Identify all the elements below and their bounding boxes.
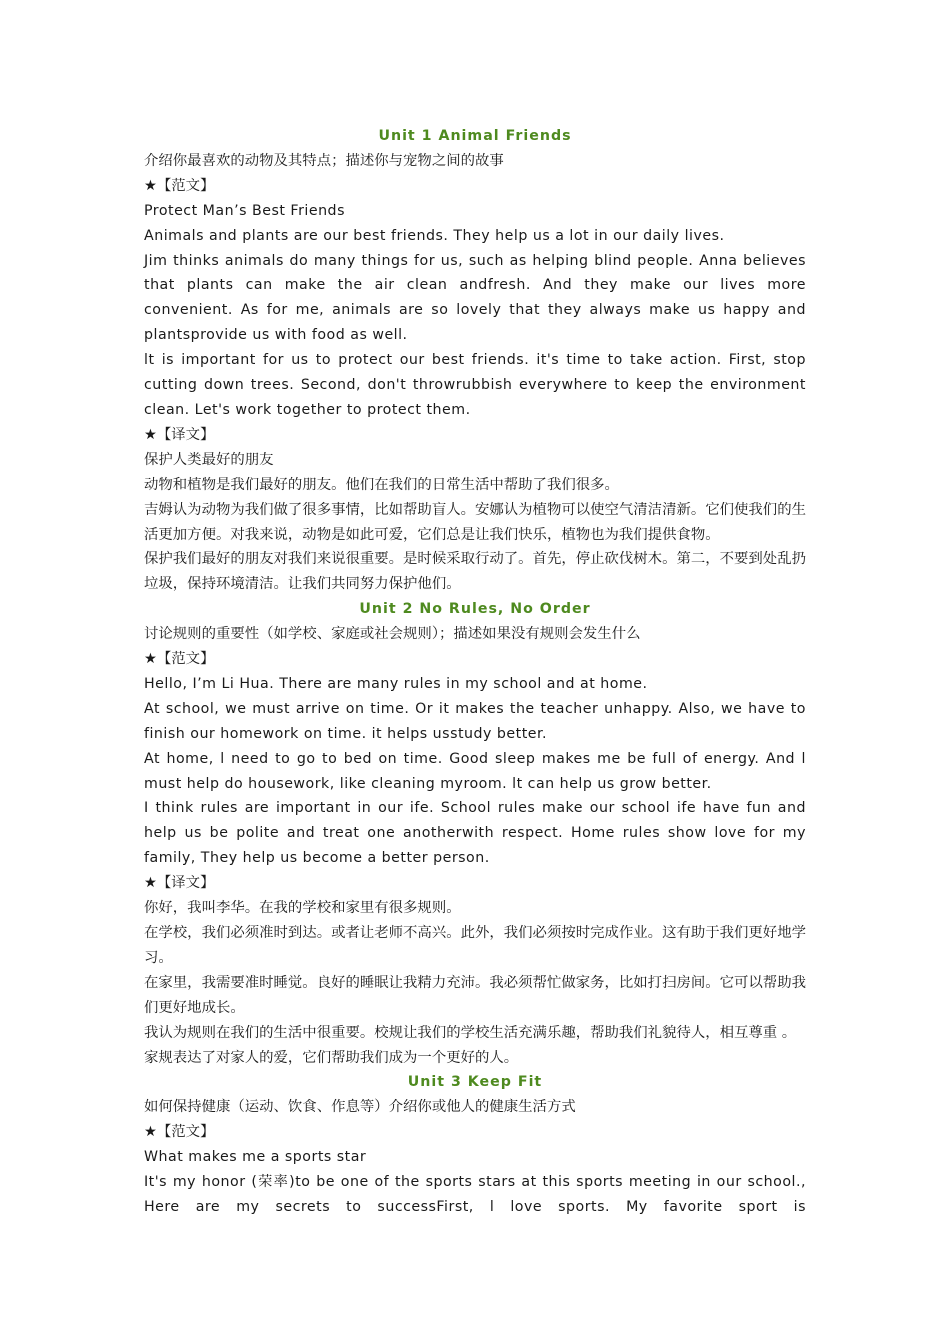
- unit-2-essay-paragraph: At home, l need to go to bed on time. Good sleep makes me be full of energy. And l must help do housework, like cleaning myroom. lt can help us grow better.: [144, 750, 806, 792]
- unit-1-model-label: ★【范文】: [144, 177, 215, 194]
- unit-1-prompt: 介绍你最喜欢的动物及其特点；描述你与宠物之间的故事: [144, 152, 504, 169]
- unit-2-translation-paragraph: 我认为规则在我们的生活中很重要。校规让我们的学校生活充满乐趣，帮助我们礼貌待人，相互尊重 。家规表达了对家人的爱，它们帮助我们成为一个更好的人。: [144, 1024, 797, 1066]
- unit-2-essay-paragraph: I think rules are important in our ife. School rules make our school ife have fun and help us be polite and treat one anotherwith respect. Home rules show love for my family, They help us become a better person.: [144, 800, 806, 867]
- unit-1-translation-paragraph: 保护我们最好的朋友对我们来说很重要。是时候采取行动了。首先，停止砍伐树木。第二，不要到处乱扔垃圾，保持环境清洁。让我们共同努力保护他们。: [144, 551, 806, 593]
- unit-1-essay-paragraph: lt is important for us to protect our best friends. it's time to take action. First, stop cutting down trees. Second, don't throwrubbish everywhere to keep the environment clean. Let's work together to protect them.: [144, 352, 806, 418]
- unit-3-essay-title: What makes me a sports star: [144, 1149, 367, 1166]
- unit-1-translation-title: 保护人类最好的朋友: [144, 451, 274, 468]
- unit-2-essay-paragraph: At school, we must arrive on time. Or it makes the teacher unhappy. Also, we have to finish our homework on time. it helps usstudy better.: [144, 700, 806, 742]
- document-body: [144, 124, 806, 1220]
- unit-1-translation-paragraph: 动物和植物是我们最好的朋友。他们在我们的日常生活中帮助了我们很多。: [144, 476, 619, 493]
- unit-2-translation-paragraph: 你好，我叫李华。在我的学校和家里有很多规则。: [144, 900, 461, 917]
- unit-1-translation-label: ★【译文】: [144, 426, 215, 443]
- unit-2-title: Unit 2 No Rules, No Order: [359, 601, 591, 618]
- unit-3-essay-paragraph: It's my honor (荣率)to be one of the sports stars at this sports meeting in our school., Here are my secrets to successFirst, l love sports. My favorite sport is: [144, 1174, 806, 1215]
- unit-2-prompt: 讨论规则的重要性（如学校、家庭或社会规则）；描述如果没有规则会发生什么: [144, 626, 641, 643]
- unit-3-model-label: ★【范文】: [144, 1124, 215, 1141]
- unit-2-translation-paragraph: 在学校，我们必须准时到达。或者让老师不高兴。此外，我们必须按时完成作业。这有助于我们更好地学习。: [144, 925, 806, 966]
- unit-3-prompt: 如何保持健康（运动、饮食、作息等）介绍你或他人的健康生活方式: [144, 1099, 576, 1116]
- unit-2-model-label: ★【范文】: [144, 651, 215, 668]
- unit-1-essay-paragraph: Animals and plants are our best friends. They help us a lot in our daily lives.: [144, 227, 725, 244]
- unit-1-translation-paragraph: 吉姆认为动物为我们做了很多事情，比如帮助盲人。安娜认为植物可以使空气清洁清新。它们使我们的生活更加方便。对我来说，动物是如此可爱，它们总是让我们快乐，植物也为我们提供食物。: [144, 501, 806, 543]
- unit-1-essay-paragraph: Jim thinks animals do many things for us, such as helping blind people. Anna believes that plants can make the air clean andfresh. And they make our lives more convenient. As for me, animals are so lovely that they always make us happy and plantsprovide us with food as well.: [144, 252, 806, 344]
- unit-1-title: Unit 1 Animal Friends: [378, 128, 572, 144]
- unit-1-essay-title: Protect Man’s Best Friends: [144, 202, 345, 219]
- unit-2-essay-paragraph: Hello, I’m Li Hua. There are many rules in my school and at home.: [144, 675, 648, 692]
- unit-2-translation-paragraph: 在家里，我需要准时睡觉。良好的睡眠让我精力充沛。我必须帮忙做家务，比如打扫房间。它可以帮助我们更好地成长。: [144, 974, 806, 1016]
- unit-3-title: Unit 3 Keep Fit: [407, 1074, 543, 1091]
- unit-2-translation-label: ★【译文】: [144, 875, 215, 892]
